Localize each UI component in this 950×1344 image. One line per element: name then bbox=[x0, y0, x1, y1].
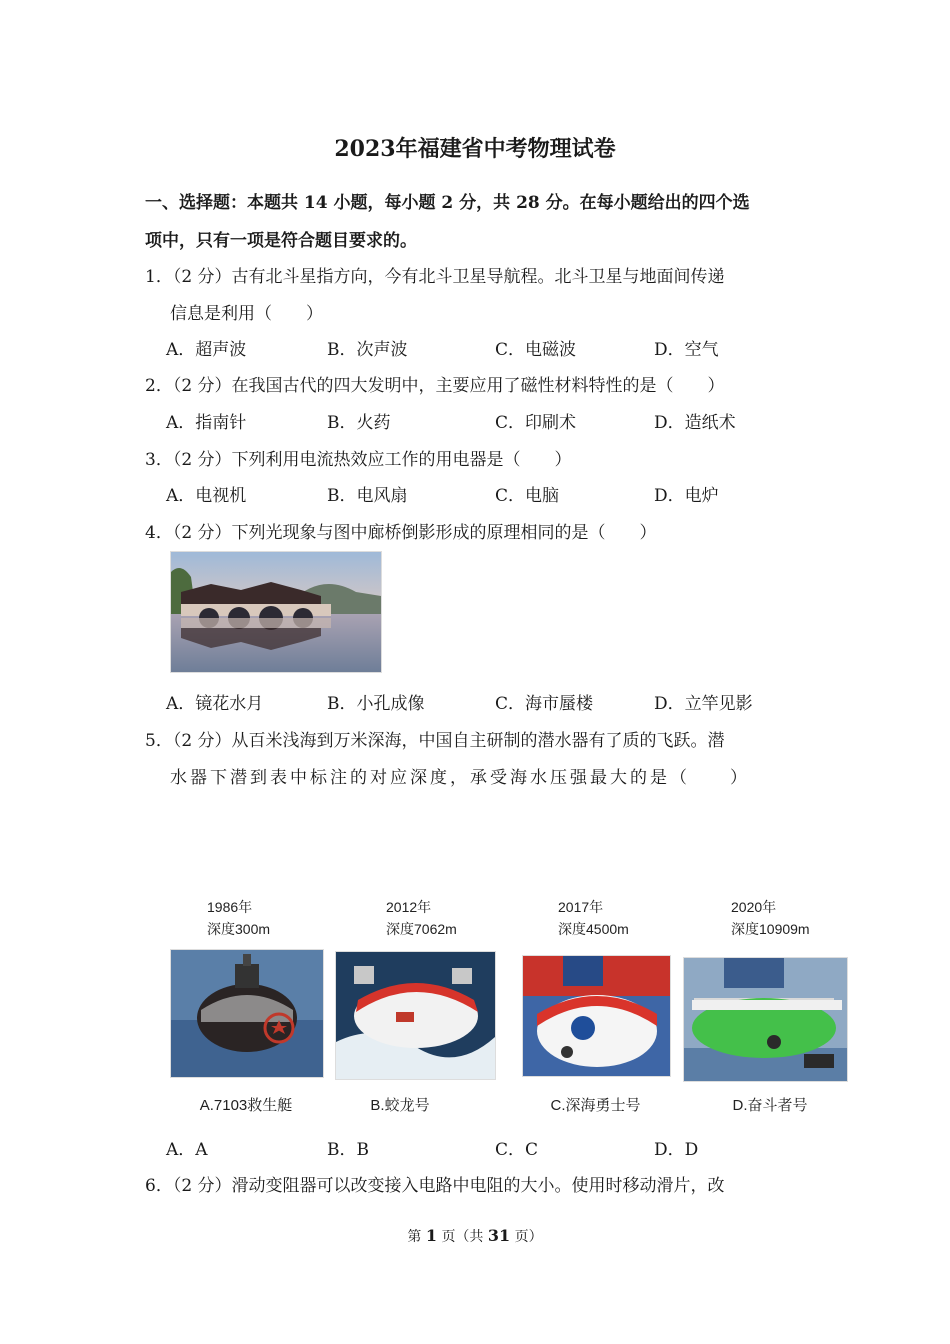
q4-option-a: A．镜花水月 bbox=[166, 694, 264, 714]
q4-option-d: D．立竿见影 bbox=[654, 694, 753, 714]
q1-option-c: C．电磁波 bbox=[495, 340, 577, 360]
q2-option-a: A．指南针 bbox=[166, 413, 247, 433]
sub-b-label bbox=[386, 896, 457, 940]
q5-option-d: D．D bbox=[654, 1140, 699, 1160]
sub-c-depth: 深度4500m bbox=[558, 921, 629, 937]
sub-a-image bbox=[170, 949, 324, 1078]
sub-a-caption: A.7103救生艇 bbox=[199, 1097, 293, 1114]
sub-c-year: 2017年 bbox=[558, 899, 604, 915]
footer-suffix: 页） bbox=[514, 1229, 543, 1245]
footer-prefix: 第 bbox=[407, 1229, 422, 1245]
question-2: 2．（2 分）在我国古代的四大发明中，主要应用了磁性材料特性的是（ ） bbox=[145, 376, 725, 396]
sub-d-year: 2020年 bbox=[731, 899, 777, 915]
q4-option-b: B．小孔成像 bbox=[327, 694, 425, 714]
q2-option-d: D．造纸术 bbox=[654, 413, 736, 433]
bridge-reflection-image bbox=[170, 551, 382, 673]
section-heading-line1: 一、选择题：本题共 14 小题，每小题 2 分，共 28 分。在每小题给出的四个选 bbox=[145, 193, 750, 213]
footer-page-number: 1 bbox=[425, 1226, 437, 1245]
q3-option-c: C．电脑 bbox=[495, 486, 560, 506]
sub-d-image bbox=[683, 957, 848, 1082]
sub-d-depth: 深度10909m bbox=[731, 921, 810, 937]
sub-d-label bbox=[731, 896, 810, 940]
sub-c-label bbox=[558, 896, 629, 940]
sub-a-depth: 深度300m bbox=[207, 921, 271, 937]
sub-b-depth: 深度7062m bbox=[386, 921, 457, 937]
sub-c-image bbox=[522, 955, 671, 1077]
footer-total-pages: 31 bbox=[487, 1226, 511, 1245]
question-5-continued: 水器下潜到表中标注的对应深度，承受海水压强最大的是（ ） bbox=[170, 768, 750, 788]
sub-b-caption: B.蛟龙号 bbox=[370, 1097, 430, 1114]
q3-option-b: B．电风扇 bbox=[327, 486, 408, 506]
footer-middle: 页（共 bbox=[441, 1229, 484, 1245]
q2-option-c: C．印刷术 bbox=[495, 413, 577, 433]
q5-option-a: A．A bbox=[166, 1140, 208, 1160]
q3-option-a: A．电视机 bbox=[166, 486, 247, 506]
q5-option-b: B．B bbox=[327, 1140, 369, 1160]
sub-b-year: 2012年 bbox=[386, 899, 432, 915]
question-6: 6．（2 分）滑动变阻器可以改变接入电路中电阻的大小。使用时移动滑片，改 bbox=[145, 1176, 725, 1196]
q1-option-b: B．次声波 bbox=[327, 340, 408, 360]
question-1: 1．（2 分）古有北斗星指方向，今有北斗卫星导航程。北斗卫星与地面间传递 bbox=[145, 267, 725, 287]
page-title: 2023年福建省中考物理试卷 bbox=[334, 136, 616, 162]
sub-b-image bbox=[335, 951, 496, 1080]
sub-c-caption: C.深海勇士号 bbox=[550, 1097, 641, 1114]
q4-option-c: C．海市蜃楼 bbox=[495, 694, 594, 714]
q5-option-c: C．C bbox=[495, 1140, 539, 1160]
question-4: 4．（2 分）下列光现象与图中廊桥倒影形成的原理相同的是（ ） bbox=[145, 523, 657, 543]
sub-a-label bbox=[207, 896, 270, 940]
question-1-continued: 信息是利用（ ） bbox=[170, 304, 323, 324]
page-footer bbox=[0, 1226, 950, 1246]
section-heading-line2: 项中，只有一项是符合题目要求的。 bbox=[145, 231, 417, 251]
sub-d-caption: D.奋斗者号 bbox=[732, 1097, 808, 1114]
q1-option-a: A．超声波 bbox=[166, 340, 247, 360]
question-3: 3．（2 分）下列利用电流热效应工作的用电器是（ ） bbox=[145, 450, 572, 470]
sub-a-year: 1986年 bbox=[207, 899, 253, 915]
q3-option-d: D．电炉 bbox=[654, 486, 719, 506]
q2-option-b: B．火药 bbox=[327, 413, 391, 433]
question-5: 5．（2 分）从百米浅海到万米深海，中国自主研制的潜水器有了质的飞跃。潜 bbox=[145, 731, 725, 751]
q1-option-d: D．空气 bbox=[654, 340, 719, 360]
